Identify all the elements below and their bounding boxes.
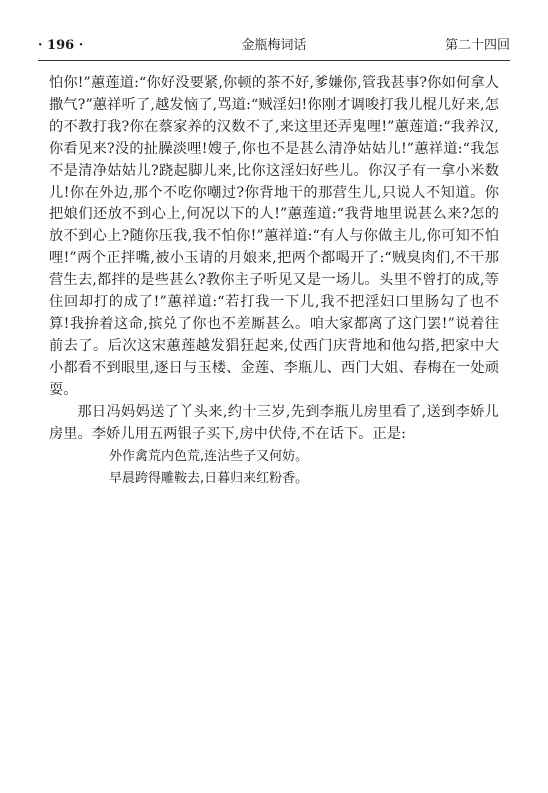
poem: [49, 446, 499, 490]
page-header: [38, 36, 510, 56]
page-body: [49, 73, 499, 490]
paragraph: 那日冯妈妈送了丫头来,约十三岁,先到李瓶儿房里看了,送到李娇儿房里。李娇儿用五两银子买下,房中伏侍,不在话下。正是:: [49, 403, 499, 442]
book-title: 金瓶梅词话: [241, 38, 307, 53]
paragraph-continued: 怕你!”蕙莲道:“你好没要紧,你顿的茶不好,爹嫌你,管我甚事?你如何拿人撒气?”蕙祥听了,越发恼了,骂道:“贼淫妇!你刚才调唆打我儿棍儿好来,怎的不教打我?你在蔡家养的汉数不了,来这里还弄鬼哩!”蕙莲道:“我养汉,你看见来?没的扯臊淡哩!嫂子,你也不是甚么清净姑姑儿!”蕙祥道:“我怎不是清净姑姑儿?跷起脚儿来,比你这淫妇好些儿。你汉子有一拿小米数儿!你在外边,那个不吃你嘲过?你背地干的那营生儿,只说人不知道。你把娘们还放不到心上,何况以下的人!”蕙莲道:“我背地里说甚么来?怎的放不到心上?随你压我,我不怕你!”蕙祥道:“有人与你做主儿,你可知不怕哩!”两个正拌嘴,被小玉请的月娘来,把两个都喝开了:“贼臭肉们,不干那营生去,都拌的是些甚么?教你主子听见又是一场儿。头里不曾打的成,等住回却打的成了!”蕙祥道:“若打我一下儿,我不把淫妇口里肠勾了也不算!我拚着这命,摈兑了你也不差厮甚么。咱大家都离了这门罢!”说着往前去了。后次这宋蕙莲越发猖狂起来,仗西门庆背地和他勾搭,把家中大小都看不到眼里,逐日与玉楼、金莲、李瓶儿、西门大姐、春梅在一处顽耍。: [49, 75, 499, 398]
poem-line: 外作禽荒内色荒,连沾些子又何妨。: [109, 449, 309, 465]
page-number: · 196 ·: [38, 38, 84, 53]
header-rule: [38, 60, 510, 61]
poem-line: 早晨跨得雕鞍去,日暮归来红粉香。: [109, 471, 309, 487]
chapter-title: 第二十四回: [444, 38, 510, 53]
